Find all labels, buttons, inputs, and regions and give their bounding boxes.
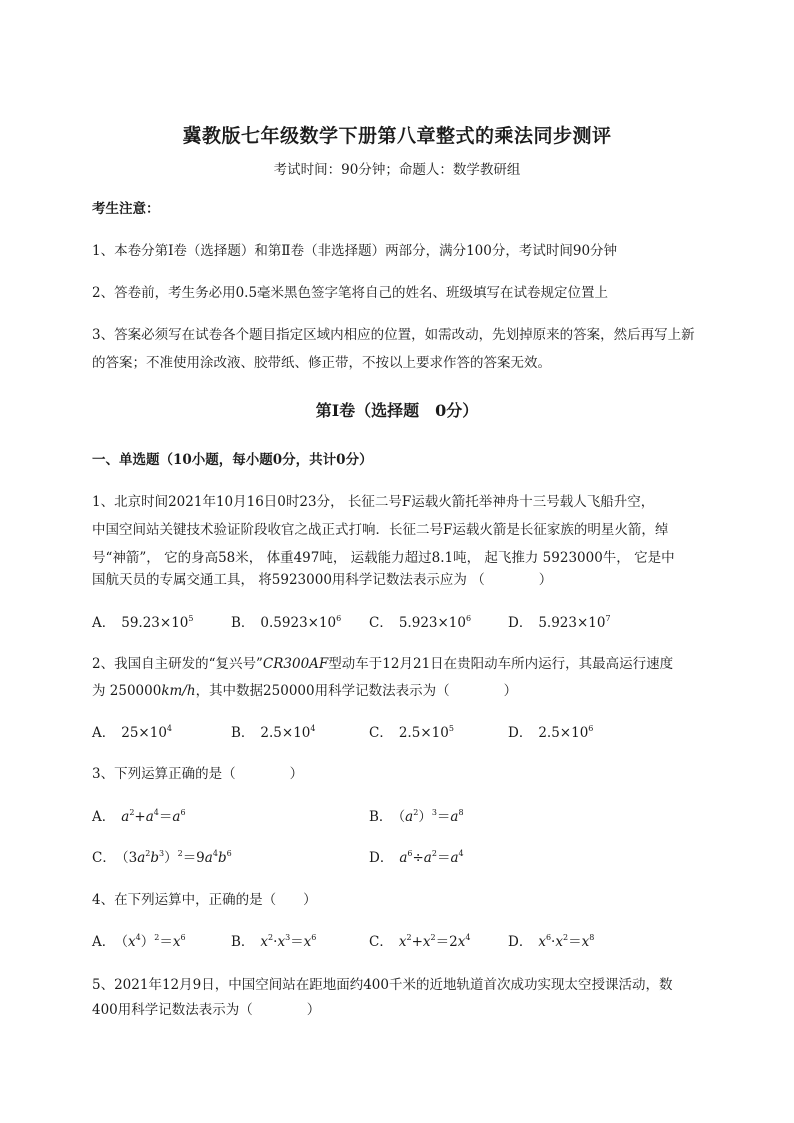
q1-option-d[interactable]: D． $5.923\times 10^7$ <box>508 614 611 631</box>
q1-option-c[interactable]: C． $5.923\times 10^6$ <box>369 614 472 631</box>
q1-line-1: 1、北京时间2021年10月16日0时23分， 长征二号F运载火箭托举神舟十三号载人飞船升空， <box>92 494 655 510</box>
q3-option-a[interactable]: A． $a^2+a^4=a^6$ <box>92 808 186 825</box>
q2-line-1: 2、我国自主研发的“复兴号”CR300AF型动车于12月21日在贵阳动车所内运行，其最高运行速度 <box>92 656 674 672</box>
q2-option-c[interactable]: C． $2.5\times 10^5$ <box>369 724 454 741</box>
notice-item-2: 2、答卷前，考生务必用0.5毫米黑色签字笔将自己的姓名、班级填写在试卷规定位置上 <box>92 285 609 301</box>
q2-line-2: 为 250000km/h，其中数据250000用科学记数法表示为（ ） <box>92 683 518 699</box>
q4-option-a[interactable]: A． $(x^4)^2=x^6$ <box>92 933 186 950</box>
q3-option-d[interactable]: D． $a^6\div a^2=a^4$ <box>369 849 464 866</box>
q1-option-b[interactable]: B． $0.5923\times 10^6$ <box>231 614 342 631</box>
q4-options <box>92 929 732 955</box>
q3-option-c[interactable]: C． $(3a^2b^3)^2=9a^4b^6$ <box>92 849 232 866</box>
q3-options-row-1 <box>92 804 732 830</box>
q1-line-4: 国航天员的专属交通工具， 将5923000用科学记数法表示应为 （ ） <box>92 572 553 588</box>
q1-option-a[interactable]: A． $59.23\times 10^5$ <box>92 614 194 631</box>
q2-option-b[interactable]: B． $2.5\times 10^4$ <box>231 724 316 741</box>
q2-options <box>92 720 732 746</box>
exam-subtitle: 考试时间：90分钟；命题人：数学教研组 <box>273 162 521 178</box>
notice-item-3: 3、答案必须写在试卷各个题目指定区域内相应的位置，如需改动，先划掉原来的答案，然后再写上新 <box>92 327 695 343</box>
q5-line-2: 400用科学记数法表示为（ ） <box>92 1002 321 1018</box>
q1-line-3: 号“神箭”， 它的身高58米， 体重497吨， 运载能力超过8.1吨， 起飞推力 5923000牛， 它是中 <box>92 550 675 566</box>
q4-option-b[interactable]: B． $x^2\cdot x^3=x^6$ <box>231 933 317 950</box>
q1-options <box>92 610 732 636</box>
q3-option-b[interactable]: B． $(a^2)^3=a^8$ <box>369 808 464 825</box>
notice-item-1: 1、本卷分第I卷（选择题）和第Ⅱ卷（非选择题）两部分，满分100分，考试时间90分钟 <box>92 243 618 259</box>
q4-option-c[interactable]: C． $x^2+x^2=2x^4$ <box>369 933 471 950</box>
q2-option-a[interactable]: A． $25\times 10^4$ <box>92 724 173 741</box>
notice-item-3-cont: 的答案；不准使用涂改液、胶带纸、修正带，不按以上要求作答的答案无效。 <box>92 355 551 371</box>
q3-options-row-2 <box>92 845 732 871</box>
q5-line-1: 5、2021年12月9日，中国空间站在距地面约400千米的近地轨道首次成功实现太空授课活动，数 <box>92 977 673 993</box>
section-title: 第I卷（选择题 0分） <box>315 401 479 420</box>
exam-title: 冀教版七年级数学下册第八章整式的乘法同步测评 <box>182 125 612 147</box>
q4-line: 4、在下列运算中，正确的是（ ） <box>92 892 317 908</box>
q3-line: 3、下列运算正确的是（ ） <box>92 766 304 782</box>
notice-heading: 考生注意： <box>92 201 160 217</box>
part1-heading: 一、单选题（10小题，每小题0分，共计0分） <box>92 452 373 468</box>
q2-option-d[interactable]: D． $2.5\times 10^6$ <box>508 724 594 741</box>
q1-line-2: 中国空间站关键技术验证阶段收官之战正式打响．长征二号F运载火箭是长征家族的明星火箭，绰 <box>92 522 669 538</box>
q4-option-d[interactable]: D． $x^6\cdot x^2=x^8$ <box>508 933 595 950</box>
